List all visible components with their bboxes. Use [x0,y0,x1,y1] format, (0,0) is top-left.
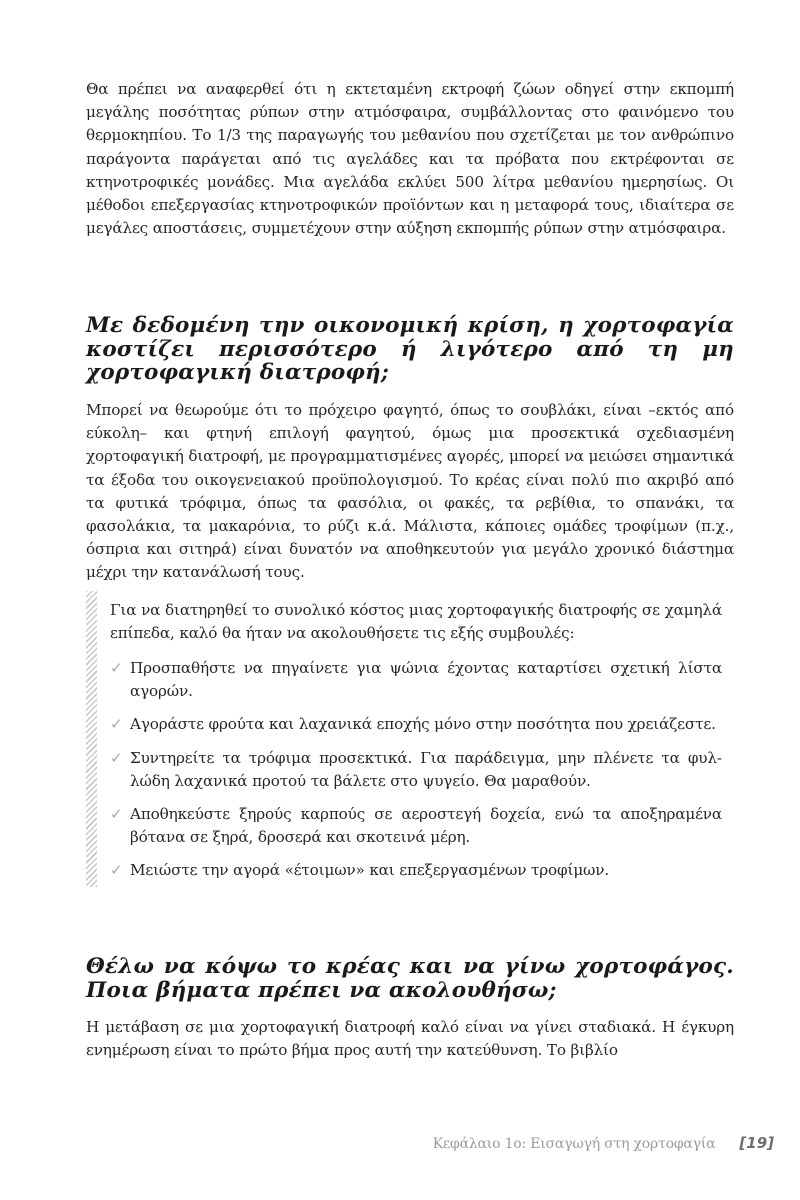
tips-list [110,657,722,893]
tip-text: Αγοράστε φρούτα και λαχανικά εποχής μόνο στην ποσότητα που χρειάζεστε. [130,715,716,734]
check-icon: ✓ [110,659,123,677]
check-icon: ✓ [110,748,123,767]
tip-text: Μειώστε την αγορά «έτοιμων» και επεξεργασμένων τροφίμων. [130,861,610,880]
check-icon: ✓ [110,805,123,824]
tip-item [110,803,722,849]
running-footer-chapter: Κεφάλαιο 1ο: Εισαγωγή στη χορτοφαγία [432,1136,716,1152]
hatched-border-decoration [86,591,97,887]
heading-steps-question: Θέλω να κόψω το κρέας και να γίνω χορτοφάγος. Ποια βήματα πρέπει να ακολουθήσω; [86,954,734,1003]
tips-intro: Για να διατηρηθεί το συνολικό κόστος μιας χορτοφαγικής διατροφής σε χαμηλά επίπεδα, καλό θα ήταν να ακολουθήσετε τις εξής συμβουλές: [110,601,722,643]
paragraph-cost-answer: Μπορεί να θεωρούμε ότι το πρόχειρο φαγητό, όπως το σουβλάκι, είναι –εκτός από εύκολη– και φτηνή επιλογή φαγητού, όμως μια προσεκτικά σχεδιασμένη χορτοφαγική διατροφή, με προγραμματισμένες αγορές, μπορεί να μειώσει σημαντικά τα έξοδα του οικογενειακού προϋπολογισμού. Το κρέας είναι πολύ πιο ακριβό από τα φυτικά τρόφιμα, όπως τα φασόλια, οι φακές, τα ρεβίθια, το σπανάκι, τα φασολάκια, τα μακαρόνια, το ρύζι κ.ά. Μάλιστα, κάποιες ομάδες τροφίμων (π.χ., όσπρια και σιτηρά) είναι δυνατόν να αποθηκευτούν για μεγάλο χρονικό διάστημα μέχρι την κατανάλωσή τους. [86,401,734,582]
paragraph-transition: Η μετάβαση σε μια χορτοφαγική διατροφή καλό είναι να γίνει σταδιακά. Η έγκυρη ενημέρωση είναι το πρώτο βήμα προς αυτή την κατεύθυνση. Το βιβλίο [86,1018,734,1060]
tip-text: Αποθηκεύστε ξηρούς καρπούς σε αεροστεγή δοχεία, ενώ τα αποξηραμένα βότανα σε ξηρά, δροσερά και σκοτεινά μέρη. [130,805,722,847]
tip-item [110,859,722,882]
paragraph-livestock-emissions: Θα πρέπει να αναφερθεί ότι η εκτεταμένη εκτροφή ζώων οδηγεί στην εκπομπή μεγάλης ποσότητας ρύπων στην ατμόσφαιρα, συμβάλλοντας στο φαινόμενο του θερμοκηπίου. Το 1/3 της παραγωγής του μεθανίου που σχετίζεται με τον ανθρώπινο παράγοντα παράγεται από τις αγελάδες και τα πρόβατα που εκτρέφονται σε κτηνοτροφικές μονάδες. Μια αγελάδα εκλύει 500 λίτρα μεθανίου ημερησίως. Οι μέθοδοι επεξεργασίας κτηνοτροφικών προϊόντων και η μεταφορά τους, ιδιαίτερα σε μεγάλες αποστάσεις, συμμετέχουν στην αύξηση εκπομπής ρύπων στην ατμόσφαιρα. [86,80,734,238]
tip-text: Συντηρείτε τα τρόφιμα προσεκτικά. Για παράδειγμα, μην πλένετε τα φυλλώδη λαχανικά προτού τα βάλετε στο ψυγείο. Θα μαραθούν. [130,748,722,790]
page-number: [19] [739,1134,774,1152]
tips-box [86,591,734,887]
tip-text: Προσπαθήστε να πηγαίνετε για ψώνια έχοντας καταρτίσει σχετική λίστα αγορών. [130,659,722,701]
check-icon: ✓ [110,861,123,880]
heading-cost-question: Με δεδομένη την οικονομική κρίση, η χορτοφαγία κοστίζει περισσότερο ή λιγότερο από τη μη χορτοφαγική διατροφή; [86,313,734,385]
tip-item [110,713,722,736]
tip-item [110,747,722,793]
check-icon: ✓ [110,715,123,734]
page-footer [433,1134,774,1152]
tip-item [110,657,722,703]
